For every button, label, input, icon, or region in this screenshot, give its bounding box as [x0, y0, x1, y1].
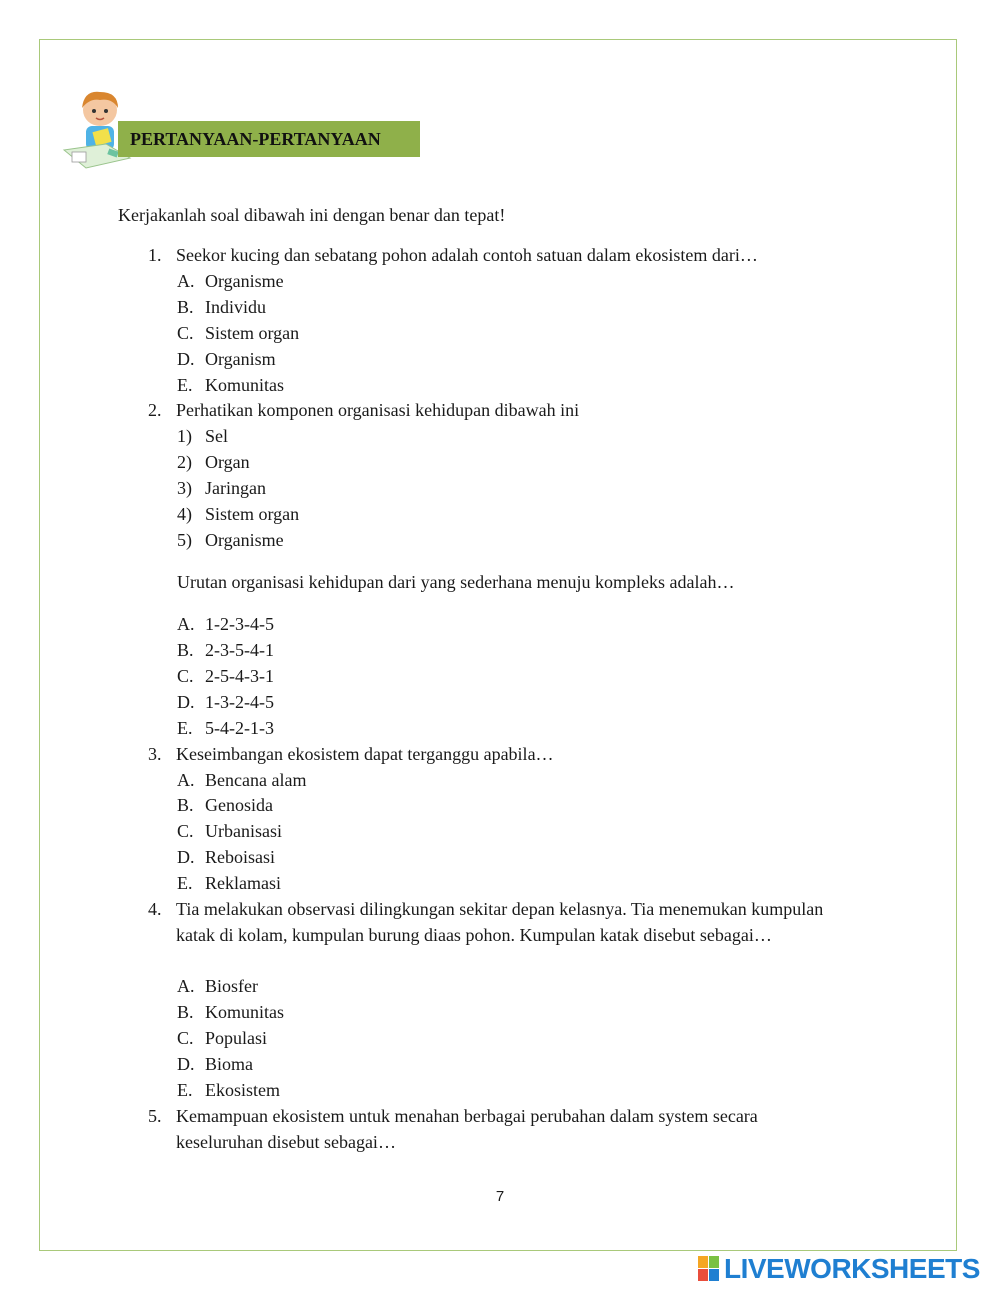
list-item: 1) Sel: [177, 426, 229, 446]
section-title-banner: PERTANYAAN-PERTANYAAN: [118, 121, 420, 157]
question-text: Kemampuan ekosistem untuk menahan berbagai perubahan dalam system secara keseluruhan disebut sebagai…: [176, 1106, 758, 1152]
list-item: 3) Jaringan: [177, 478, 266, 498]
answer-option[interactable]: D. Reboisasi: [177, 847, 275, 867]
answer-option[interactable]: A. Biosfer: [177, 976, 258, 996]
answer-option[interactable]: A. Bencana alam: [177, 770, 307, 790]
answer-option[interactable]: B. Genosida: [177, 795, 273, 815]
question-1: [148, 242, 828, 268]
answer-option[interactable]: E. Reklamasi: [177, 873, 281, 893]
question-subtext: Urutan organisasi kehidupan dari yang sederhana menuju kompleks adalah…: [177, 572, 735, 592]
answer-option[interactable]: B. Komunitas: [177, 1002, 284, 1022]
question-number: 4.: [148, 899, 162, 919]
question-text: Perhatikan komponen organisasi kehidupan dibawah ini: [176, 400, 580, 420]
question-5: [148, 1103, 838, 1155]
answer-option[interactable]: E. Ekosistem: [177, 1080, 280, 1100]
brand-name: LIVEWORKSHEETS: [724, 1253, 980, 1284]
answer-option[interactable]: A. 1-2-3-4-5: [177, 614, 274, 634]
answer-option[interactable]: C. Sistem organ: [177, 323, 300, 343]
answer-option[interactable]: C. Populasi: [177, 1028, 268, 1048]
question-number: 3.: [148, 744, 162, 764]
instruction-text: Kerjakanlah soal dibawah ini dengan benar dan tepat!: [118, 205, 506, 225]
answer-option[interactable]: B. Individu: [177, 297, 266, 317]
liveworksheets-logo: [698, 1254, 980, 1284]
question-text: Seekor kucing dan sebatang pohon adalah contoh satuan dalam ekosistem dari…: [176, 245, 758, 265]
answer-option[interactable]: D. Bioma: [177, 1054, 253, 1074]
question-number: 1.: [148, 245, 162, 265]
question-number: 5.: [148, 1106, 162, 1126]
answer-option[interactable]: B. 2-3-5-4-1: [177, 640, 274, 660]
answer-option[interactable]: E. 5-4-2-1-3: [177, 718, 274, 738]
answer-option[interactable]: E. Komunitas: [177, 375, 284, 395]
list-item: 4) Sistem organ: [177, 504, 300, 524]
question-3: [148, 741, 828, 767]
question-2: [148, 397, 828, 423]
answer-option[interactable]: C. 2-5-4-3-1: [177, 666, 274, 686]
answer-option[interactable]: A. Organisme: [177, 271, 284, 291]
page-number: 7: [495, 1188, 505, 1205]
question-text: Keseimbangan ekosistem dapat terganggu apabila…: [176, 744, 554, 764]
answer-option[interactable]: D. 1-3-2-4-5: [177, 692, 274, 712]
list-item: 5) Organisme: [177, 530, 284, 550]
answer-option[interactable]: C. Urbanisasi: [177, 821, 282, 841]
question-4: [148, 896, 838, 948]
question-number: 2.: [148, 400, 162, 420]
logo-blocks-icon: [698, 1256, 720, 1282]
list-item: 2) Organ: [177, 452, 250, 472]
question-text: Tia melakukan observasi dilingkungan sekitar depan kelasnya. Tia menemukan kumpulan katak di kolam, kumpulan burung diaas pohon. Kumpulan katak disebut sebagai…: [176, 899, 824, 945]
answer-option[interactable]: D. Organism: [177, 349, 276, 369]
